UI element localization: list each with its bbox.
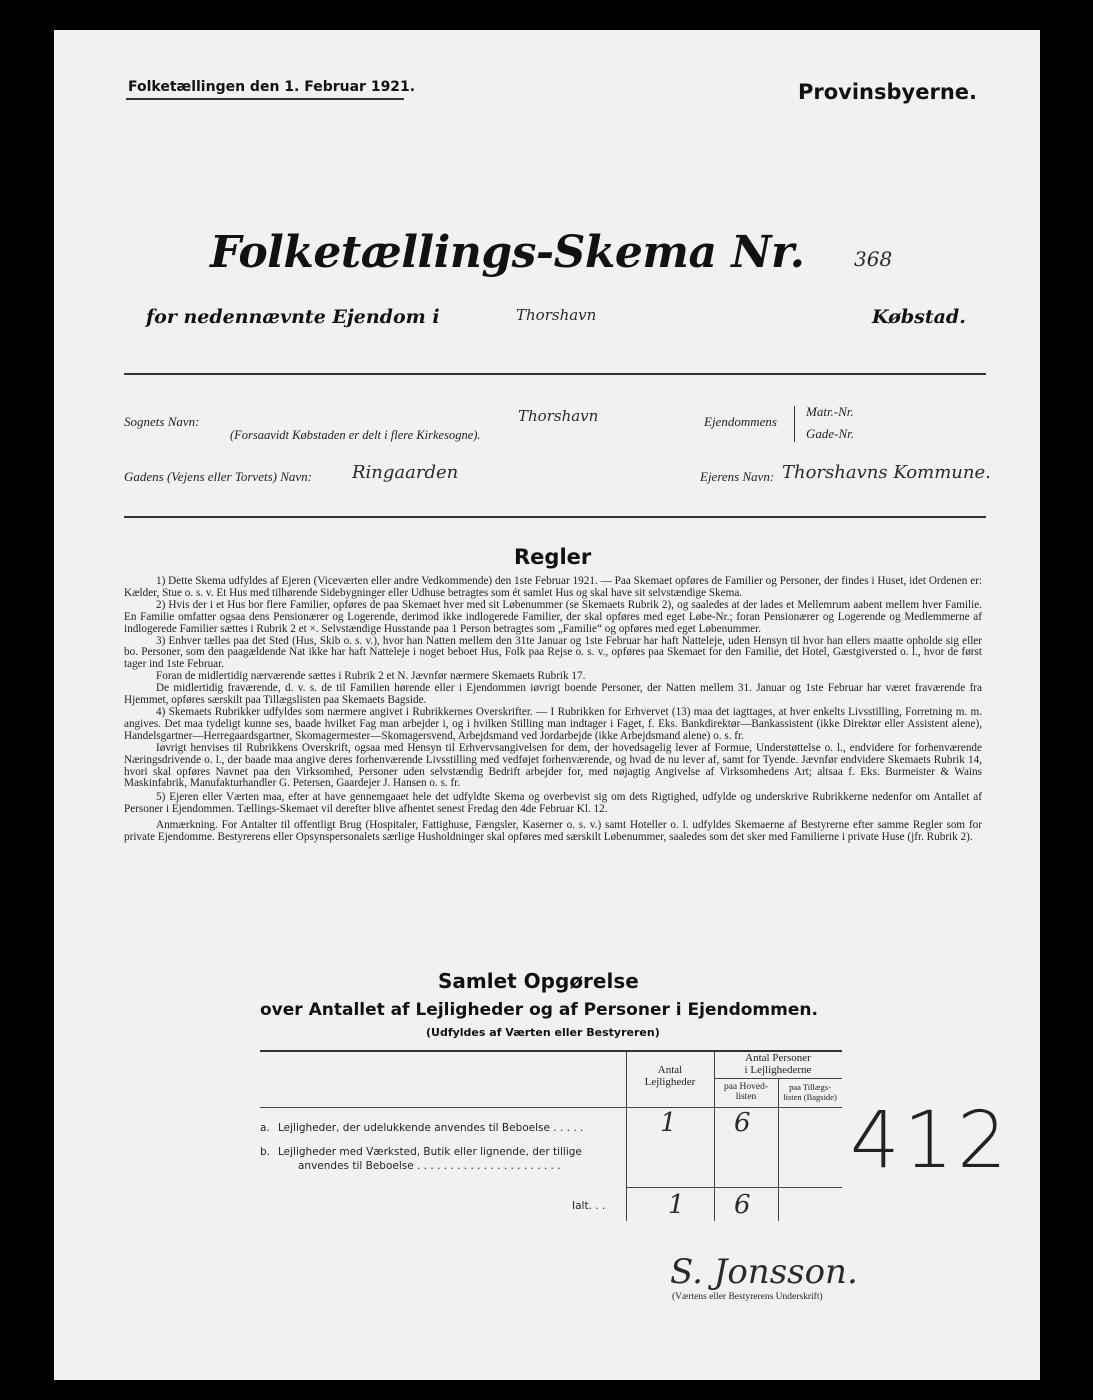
rule-5: 5) Ejeren eller Værten maa, efter at have gennemgaaet hele det udfyldte Skema og overbevist sig om dets Rigtighed, udfylde og underskrive Rubrikkerne nedenfor om Antallet af Personer i Ejendommen. Tællings-Skemaet vil derefter blive afhentet senest Fredag den 4de Februar Kl. 12. <box>124 791 982 816</box>
row-a-letter: a. <box>260 1122 270 1134</box>
rules-text <box>124 576 982 844</box>
rule-2: 2) Hvis der i et Hus bor flere Familier, opføres de paa Skemaet hver med sit Løbenummer (se Skemaets Rubrik 2), og saaledes at der lades et Mellemrum aabent mellem hver Familie. En Familie omfatter ogsaa dens Pensionærer og Logerende, derimod ikke indlogerede Familier, der skal opføres med eget Løbe-Nr.; foran Pensionærer og Logerende og Medlemmerne af indlogerede Familier sættes i Rubrik 2 et ×. Selvstændige Husstande paa 1 Person betragtes som „Familie“ og opføres med eget Løbenummer. <box>124 598 982 635</box>
row-a-label: Lejligheder, der udelukkende anvendes til Beboelse . . . . . <box>278 1122 584 1134</box>
col-apartments-line2: Lejligheder <box>644 1076 696 1088</box>
col-persons-line2: i Lejlighederne <box>744 1064 812 1076</box>
col-extra-header <box>778 1082 842 1102</box>
col-persons-line1: Antal Personer <box>745 1052 811 1064</box>
region-label: Provinsbyerne. <box>798 80 978 104</box>
summary-note: (Udfyldes af Værten eller Bestyreren) <box>426 1026 660 1039</box>
row-a-apartments: 1 <box>660 1108 677 1138</box>
margin-number: 412 <box>850 1096 1011 1186</box>
owner-value: Thorshavns Kommune. <box>782 462 991 483</box>
col-persons-header <box>714 1052 842 1076</box>
row-b-label-2: anvendes til Beboelse . . . . . . . . . . . . . . . . . . . . . . <box>298 1160 561 1172</box>
form-title: Folketællings-Skema Nr. <box>210 227 805 278</box>
owner-label: Ejerens Navn: <box>700 469 775 484</box>
census-date-line: Folketællingen den 1. Februar 1921. <box>128 79 416 95</box>
row-b-letter: b. <box>260 1146 271 1158</box>
gade-label: Gade-Nr. <box>806 426 855 441</box>
total-main: 6 <box>734 1190 751 1220</box>
property-label: Ejendommens <box>704 414 777 429</box>
parish-note: (Forsaavidt Købstaden er delt i flere Kirkesogne). <box>230 428 481 442</box>
form-number: 368 <box>854 247 893 271</box>
table-head-rule <box>260 1107 842 1108</box>
rules-heading: Regler <box>514 545 592 569</box>
signature-caption: (Værtens eller Bestyrerens Underskrift) <box>672 1292 823 1302</box>
rules-note: Anmærkning. For Antalter til offentligt Brug (Hospitaler, Fattighuse, Fængsler, Kaserner o. s. v.) samt Hoteller o. l. udfyldes Skemaerne af Bestyrerne efter samme Regler som for private Ejendomme. Bestyrerens eller Opsynspersonalets særlige Husholdninger skal opføres med særskilt Løbenummer, saaledes som det sker med Familierne i private Huse (jfr. Rubrik 2). <box>124 819 982 844</box>
census-date-underline <box>126 98 404 100</box>
census-form-sheet <box>54 30 1040 1380</box>
row-a-main: 6 <box>734 1108 751 1138</box>
rule-4b: Iøvrigt henvises til Rubrikkens Overskrift, ogsaa med Hensyn til Erhvervsangivelsen for dem, der hovedsagelig lever af Formue, Understøttelse o. l., endvidere for forhenværende Næringsdrivende o. l., der baade maa angive deres forhenværende Livsstilling med vedføjet forhenværende, og hvad de nu lever af, samt for Tyende. Jævnfør endvidere Skemaets Rubrik 14, hvori skal opføres Navnet paa den Virksomhed, Personer uden selvstændig Bedrift arbejder for, med nøjagtig Angivelse af Virksomhedens Art; altsaa f. Eks. Burmeister & Wains Maskinfabrik, Manufakturhandler G. Petersen, Gaardejer J. Hansen o. s. fr. <box>124 741 982 790</box>
summary-title: Samlet Opgørelse <box>438 969 639 993</box>
col-apartments-line1: Antal <box>657 1064 683 1076</box>
col-main-line2: listen <box>735 1092 757 1102</box>
rule-4: 4) Skemaets Rubrikker udfyldes som nærmere angivet i Rubrikkernes Overskrifter. — I Rubrikken for Erhvervet (13) maa det iagttages, at hver enkelts Livsstilling, Forretning m. m. angives. Det maa tydeligt kunne ses, baade hvilket Fag man arbejder i, og i hvilken Stilling man indtager i Faget, f. Eks. Bankdirektør—Bankassistent (ikke Direktør eller Assistent alene), Handelsgartner—Herregaardsgartner, Skomagermester—Skomagersvend, Arbejdsmand ved Jordarbejde (ikke Arbejdsmand alene) o. s. fr. <box>124 705 982 742</box>
rule-3c: De midlertidig fraværende, d. v. s. de til Familien hørende eller i Ejendommen iøvrigt boende Personer, der Natten mellem 31. Januar og 1ste Februar har været fraværende fra Hjemmet, opføres særskilt paa Tillægslisten paa Skemaets Bagside. <box>124 682 982 707</box>
divider-top <box>124 373 986 375</box>
town-value: Thorshavn <box>516 306 597 324</box>
col-extra-line2: listen (Bagside) <box>783 1092 837 1102</box>
rule-3b: Foran de midlertidig nærværende sættes i Rubrik 2 et N. Jævnfør nærmere Skemaets Rubrik 17. <box>156 670 586 683</box>
total-label: Ialt. . . <box>572 1200 606 1212</box>
parish-value: Thorshavn <box>518 407 599 425</box>
divider-middle <box>124 516 986 518</box>
signature: S. Jonsson. <box>670 1252 858 1292</box>
table-total-rule <box>626 1187 842 1188</box>
parish-label: Sognets Navn: <box>124 414 200 429</box>
subtitle-property: for nedennævnte Ejendom i <box>146 306 440 328</box>
street-value: Ringaarden <box>352 462 459 483</box>
rule-1: 1) Dette Skema udfyldes af Ejeren (Viceværten eller andre Vedkommende) den 1ste Februar 1921. — Paa Skemaet opføres de Familier og Personer, der findes i Huset, idet Ordenen er: Kælder, Stue o. s. v. Et Hus med tilhørende Sidebygninger eller Udhuse betragtes som ét samlet Hus og skal have sit selvstændige Skema. <box>124 575 982 599</box>
row-b-label: Lejligheder med Værksted, Butik eller lignende, der tillige <box>278 1146 582 1158</box>
col-main-line1: paa Hoved- <box>723 1082 769 1092</box>
street-label: Gadens (Vejens eller Torvets) Navn: <box>124 469 312 484</box>
rule-3: 3) Enhver tælles paa det Sted (Hus, Skib o. s. v.), hvor han Natten mellem den 31te Januar og 1ste Februar har haft Natteleje, uden Hensyn til hvor han ellers maatte opholde sig eller bo. Personer, som den paagældende Nat ikke har haft Natteleje i noget beboet Hus, Folk paa Rejse o. s. v., opføres paa Skemaet for den Familie, det Hotel, Gæstgiversted o. l., hvor de først tager ind 1ste Februar. <box>124 634 982 671</box>
subtitle-kobstad: Købstad. <box>872 306 966 328</box>
summary-subtitle: over Antallet af Lejligheder og af Personer i Ejendommen. <box>260 1000 818 1020</box>
col-apartments-header <box>626 1064 714 1088</box>
matr-label: Matr.-Nr. <box>806 404 854 419</box>
table-col-line-2 <box>714 1051 715 1221</box>
table-subhead-rule <box>714 1078 842 1079</box>
col-main-header <box>714 1082 778 1102</box>
total-apartments: 1 <box>668 1190 685 1220</box>
col-extra-line1: paa Tillægs- <box>789 1082 831 1092</box>
property-brace <box>794 406 795 442</box>
